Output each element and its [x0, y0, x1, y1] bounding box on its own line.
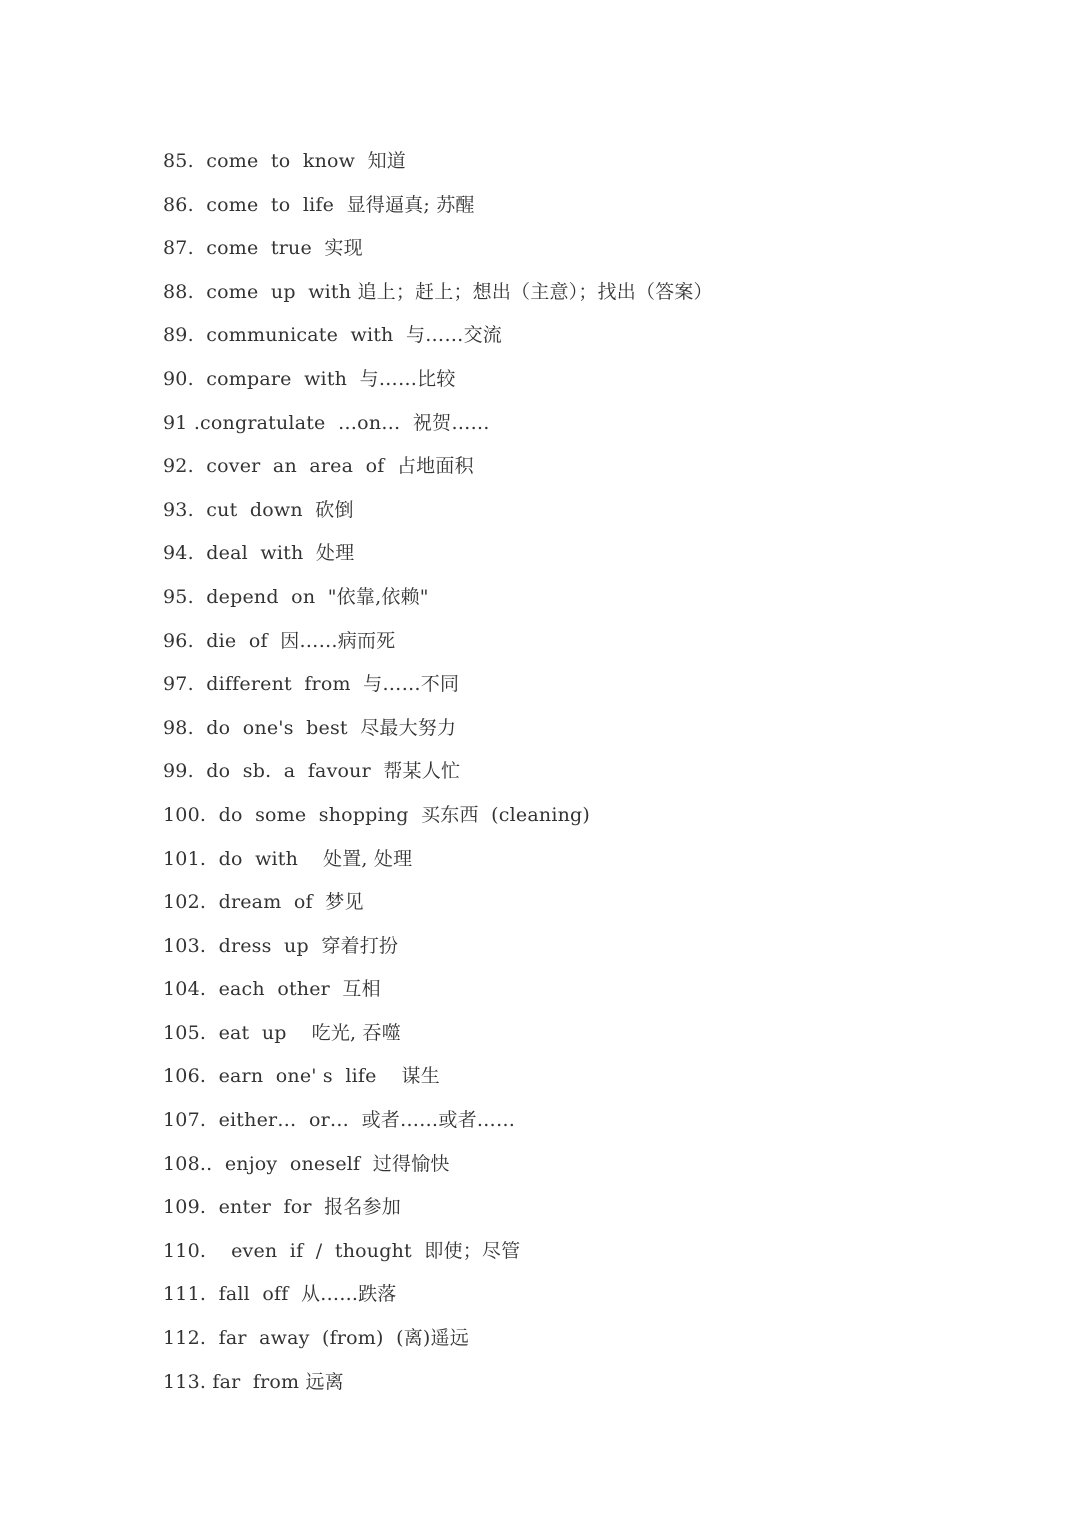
list-item: 108.. enjoy oneself 过得愉快: [163, 1152, 450, 1175]
list-item: 97. different from 与……不同: [163, 673, 460, 696]
list-item: 99. do sb. a favour 帮某人忙: [163, 760, 461, 783]
list-item: 91 .congratulate …on… 祝贺……: [163, 411, 490, 434]
list-item: 87. come true 实现: [163, 237, 363, 260]
list-item: 111. fall off 从…...跌落: [163, 1283, 397, 1306]
list-item: 101. do with 处置, 处理: [163, 847, 413, 870]
list-item: 110. even if / thought 即使；尽管: [163, 1239, 521, 1262]
list-item: 113. far from 远离: [163, 1370, 344, 1393]
list-item: 90. compare with 与……比较: [163, 367, 456, 390]
list-item: 104. each other 互相: [163, 978, 381, 1001]
list-item: 85. come to know 知道: [163, 150, 406, 172]
list-item: 86. come to life 显得逼真; 苏醒: [163, 193, 475, 216]
list-item: 94. deal with 处理: [163, 542, 355, 565]
list-item: 106. earn one' s life 谋生: [163, 1065, 440, 1088]
list-item: 92. cover an area of 占地面积: [163, 455, 474, 478]
list-item: 96. die of 因……病而死: [163, 629, 396, 652]
list-item: 93. cut down 砍倒: [163, 498, 354, 521]
list-item: 107. either… or… 或者……或者……: [163, 1109, 516, 1132]
list-item: 109. enter for 报名参加: [163, 1196, 401, 1219]
list-item: 89. communicate with 与……交流: [163, 324, 502, 347]
list-item: 88. come up with 追上；赶上；想出（主意）；找出（答案）: [163, 280, 713, 303]
list-item: 105. eat up 吃光, 吞噬: [163, 1021, 401, 1044]
phrase-list: [163, 143, 1023, 1407]
list-item: 98. do one's best 尽最大努力: [163, 716, 457, 739]
list-item: 102. dream of 梦见: [163, 891, 364, 914]
list-item: 103. dress up 穿着打扮: [163, 934, 399, 957]
list-item: 95. depend on "依靠,依赖": [163, 585, 429, 608]
list-item: 100. do some shopping 买东西 (cleaning): [163, 803, 591, 826]
list-item: 112. far away (from) (离)遥远: [163, 1327, 469, 1350]
